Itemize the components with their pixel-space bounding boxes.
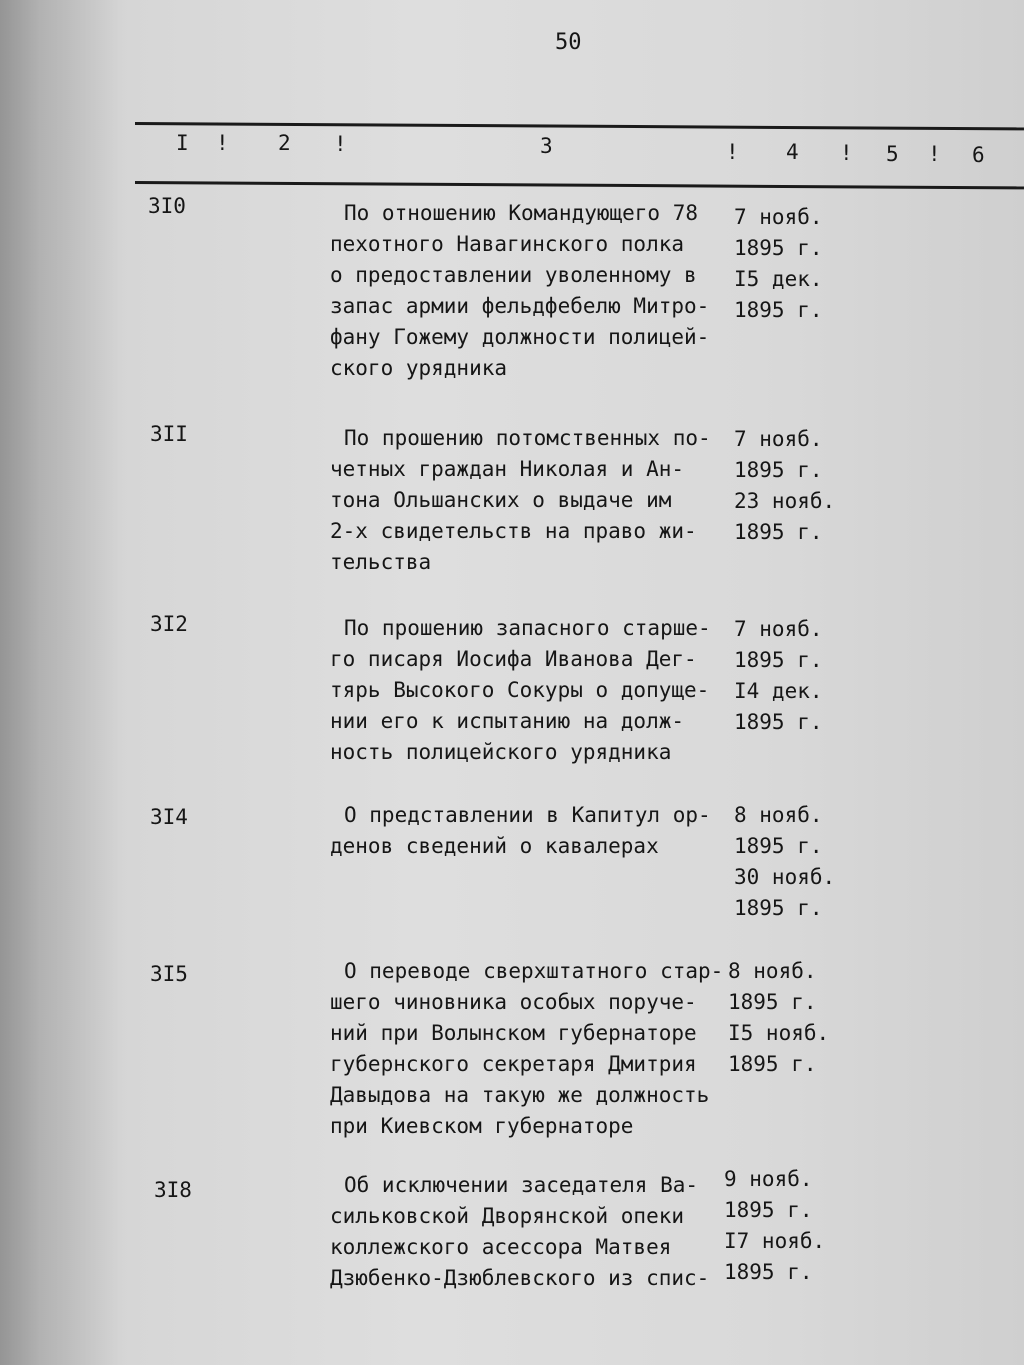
record-description (330, 613, 711, 768)
date-line: 1895 г. (728, 1052, 817, 1076)
date-line: I7 нояб. (724, 1229, 826, 1253)
description-line: сильковской Дворянской опеки (330, 1204, 685, 1228)
header-col-2: 2 (278, 131, 291, 155)
record-description (330, 800, 711, 862)
date-line: 1895 г. (734, 236, 823, 260)
record-description (330, 198, 709, 384)
header-col-3: 3 (540, 134, 553, 158)
description-line: По прошению потомственных по- (344, 426, 711, 450)
record-dates (734, 202, 823, 326)
description-line: 2-х свидетельств на право жи- (330, 519, 697, 543)
description-line: пехотного Навагинского полка (330, 232, 685, 256)
description-line: О представлении в Капитул ор- (344, 803, 711, 827)
header-col-1: I (176, 131, 189, 155)
header-sep-4: ! (840, 141, 853, 165)
description-line: о предоставлении уволенному в (330, 263, 697, 287)
description-line: тона Ольшанских о выдаче им (330, 488, 672, 512)
header-sep-2: ! (334, 132, 347, 156)
description-line: Об исключении заседателя Ва- (344, 1173, 699, 1197)
description-line: тельства (330, 550, 432, 574)
record-description (330, 956, 723, 1142)
page-number: 50 (555, 30, 582, 55)
date-line: 1895 г. (734, 834, 823, 858)
description-line: По прошению запасного старше- (344, 616, 711, 640)
date-line: 8 нояб. (734, 803, 823, 827)
description-line: губернского секретаря Дмитрия (330, 1052, 697, 1076)
record-dates (724, 1164, 825, 1288)
record-description (330, 1170, 709, 1294)
date-line: 23 нояб. (734, 489, 836, 513)
date-line: 1895 г. (734, 648, 823, 672)
header-col-5: 5 (886, 142, 899, 166)
header-col-6: 6 (972, 143, 985, 167)
record-number: 3I5 (150, 962, 188, 986)
date-line: 8 нояб. (728, 959, 817, 983)
date-line: 1895 г. (734, 458, 823, 482)
record-number: 3I0 (148, 194, 186, 218)
description-line: ского урядника (330, 356, 508, 380)
description-line: нии его к испытанию на долж- (330, 709, 685, 733)
description-line: По отношению Командующего 78 (344, 201, 699, 225)
date-line: 1895 г. (724, 1260, 813, 1284)
date-line: 7 нояб. (734, 617, 823, 641)
date-line: 7 нояб. (734, 205, 823, 229)
header-sep-1: ! (216, 131, 229, 155)
record-number: 3I8 (154, 1178, 192, 1202)
date-line: 1895 г. (734, 298, 823, 322)
record-description (330, 423, 711, 578)
record-dates (734, 614, 823, 738)
description-line: ность полицейского урядника (330, 740, 672, 764)
header-col-4: 4 (786, 140, 799, 164)
date-line: I4 дек. (734, 679, 823, 703)
record-dates (734, 424, 835, 548)
date-line: 9 нояб. (724, 1167, 813, 1191)
description-line: фану Гожему должности полицей- (330, 325, 710, 349)
description-line: тярь Высокого Сокуры о допуще- (330, 678, 710, 702)
record-number: 3II (150, 422, 188, 446)
date-line: 1895 г. (734, 710, 823, 734)
date-line: I5 дек. (734, 267, 823, 291)
table-header-rule (135, 181, 1024, 189)
date-line: 1895 г. (734, 520, 823, 544)
description-line: шего чиновника особых поруче- (330, 990, 697, 1014)
description-line: Дзюбенко-Дзюблевского из спис- (330, 1266, 710, 1290)
date-line: 30 нояб. (734, 865, 836, 889)
record-number: 3I4 (150, 805, 188, 829)
date-line: 1895 г. (724, 1198, 813, 1222)
description-line: ний при Волынском губернаторе (330, 1021, 697, 1045)
header-sep-5: ! (928, 142, 941, 166)
table-top-rule (135, 122, 1024, 130)
date-line: 7 нояб. (734, 427, 823, 451)
description-line: коллежского асессора Матвея (330, 1235, 672, 1259)
record-number: 3I2 (150, 612, 188, 636)
description-line: Давыдова на такую же должность (330, 1083, 710, 1107)
description-line: запас армии фельдфебелю Митро- (330, 294, 710, 318)
record-dates (734, 800, 835, 924)
description-line: О переводе сверхштатного стар- (344, 959, 724, 983)
description-line: четных граждан Николая и Ан- (330, 457, 685, 481)
date-line: 1895 г. (728, 990, 817, 1014)
description-line: при Киевском губернаторе (330, 1114, 634, 1138)
description-line: го писаря Иосифа Иванова Дег- (330, 647, 697, 671)
header-sep-3: ! (726, 140, 739, 164)
record-dates (728, 956, 829, 1080)
description-line: денов сведений о кавалерах (330, 834, 659, 858)
date-line: I5 нояб. (728, 1021, 830, 1045)
date-line: 1895 г. (734, 896, 823, 920)
